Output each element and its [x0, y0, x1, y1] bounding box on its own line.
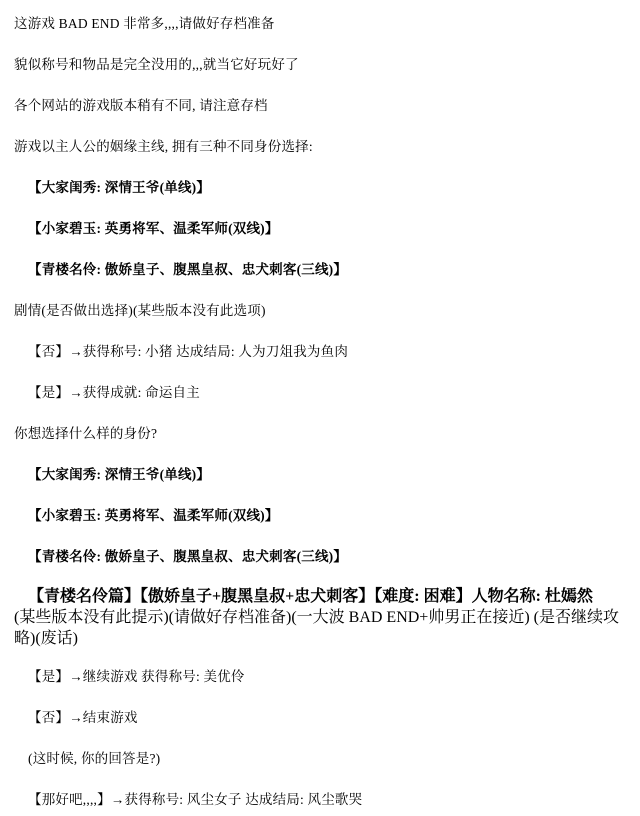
route-intro-paragraph [14, 586, 622, 649]
identity-option-line: 【大家闺秀: 深情王爷(单线)】 [28, 467, 211, 482]
lines-before-paragraph [14, 14, 622, 566]
route-intro-rest-line: (某些版本没有此提示)(请做好存档准备)(一大波 BAD END+帅男正在接近) (是否继续攻略)(废话) [14, 609, 619, 647]
choice-line: 【否】→获得称号: 小猪 达成结局: 人为刀俎我为鱼肉 [28, 344, 349, 359]
text-line: 这游戏 BAD END 非常多,,,,请做好存档准备 [14, 16, 275, 31]
choice-line: 【是】→获得成就: 命运自主 [28, 385, 200, 400]
choice-line: 【是】→继续游戏 获得称号: 美优伶 [28, 669, 245, 684]
text-line: 貌似称号和物品是完全没用的,,,就当它好玩好了 [14, 57, 299, 72]
identity-option-line: 【大家闺秀: 深情王爷(单线)】 [28, 180, 211, 195]
text-line: 游戏以主人公的姻缘主线, 拥有三种不同身份选择: [14, 139, 313, 154]
text-line: 你想选择什么样的身份? [14, 426, 158, 441]
lines-after-paragraph [14, 667, 622, 809]
identity-option-line: 【小家碧玉: 英勇将军、温柔军师(双线)】 [28, 508, 279, 523]
identity-option-line: 【青楼名伶: 傲娇皇子、腹黑皇叔、忠犬刺客(三线)】 [28, 262, 348, 277]
choice-line: 【那好吧,,,,】→获得称号: 风尘女子 达成结局: 风尘歌哭 [28, 792, 363, 807]
identity-option-line: 【青楼名伶: 傲娇皇子、腹黑皇叔、忠犬刺客(三线)】 [28, 549, 348, 564]
note-line: (这时候, 你的回答是?) [28, 751, 161, 766]
text-line: 各个网站的游戏版本稍有不同, 请注意存档 [14, 98, 268, 113]
choice-line: 【否】→结束游戏 [28, 710, 138, 725]
route-intro-first-line: 【青楼名伶篇】【傲娇皇子+腹黑皇叔+忠犬刺客】【难度: 困难】人物名称: 杜嫣然 [28, 588, 593, 605]
identity-option-line: 【小家碧玉: 英勇将军、温柔军师(双线)】 [28, 221, 279, 236]
text-line: 剧情(是否做出选择)(某些版本没有此选项) [14, 303, 266, 318]
